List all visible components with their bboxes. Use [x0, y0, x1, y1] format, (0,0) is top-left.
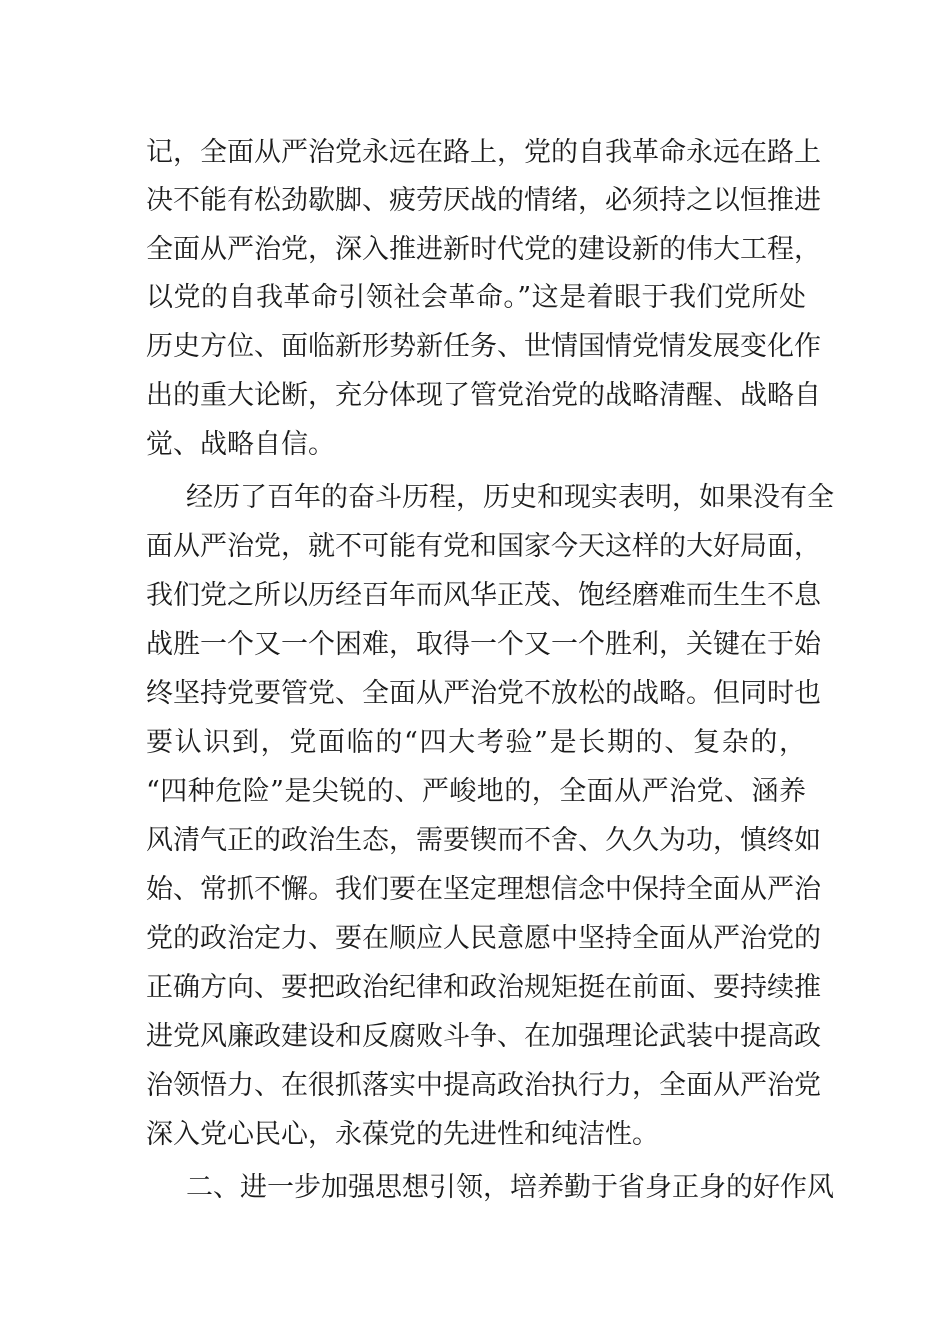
paragraph-line: 记，全面从严治党永远在路上，党的自我革命永远在路上 — [146, 137, 821, 168]
section-heading: 二、进一步加强思想引领，培养勤于省身正身的好作风 — [186, 1172, 834, 1203]
paragraph-line: 全面从严治党，深入推进新时代党的建设新的伟大工程， — [146, 234, 821, 265]
paragraph-line: 面从严治党，就不可能有党和国家今天这样的大好局面， — [146, 531, 821, 562]
paragraph-line: “四种危险”是尖锐的、严峻地的，全面从严治党、涵养 — [146, 776, 806, 807]
paragraph-first-line: 经历了百年的奋斗历程，历史和现实表明，如果没有全 — [186, 482, 834, 513]
paragraph-line: 以党的自我革命引领社会革命。”这是着眼于我们党所处 — [146, 282, 806, 313]
paragraph-line: 党的政治定力、要在顺应人民意愿中坚持全面从严治党的 — [146, 923, 821, 954]
paragraph-line: 出的重大论断，充分体现了管党治党的战略清醒、战略自 — [146, 380, 821, 411]
paragraph-line: 进党风廉政建设和反腐败斗争、在加强理论武装中提高政 — [146, 1021, 821, 1052]
paragraph-line: 要认识到，党面临的“四大考验”是长期的、复杂的， — [146, 727, 806, 758]
paragraph-line: 觉、战略自信。 — [146, 429, 335, 460]
paragraph-line: 历史方位、面临新形势新任务、世情国情党情发展变化作 — [146, 331, 821, 362]
paragraph-line: 终坚持党要管党、全面从严治党不放松的战略。但同时也 — [146, 678, 821, 709]
paragraph-line: 始、常抓不懈。我们要在坚定理想信念中保持全面从严治 — [146, 874, 821, 905]
paragraph-line: 治领悟力、在很抓落实中提高政治执行力，全面从严治党 — [146, 1070, 821, 1101]
paragraph-line: 风清气正的政治生态，需要锲而不舍、久久为功，慎终如 — [146, 825, 821, 856]
paragraph-line: 深入党心民心，永葆党的先进性和纯洁性。 — [146, 1119, 659, 1150]
paragraph-line: 决不能有松劲歇脚、疲劳厌战的情绪，必须持之以恒推进 — [146, 185, 821, 216]
paragraph-line: 战胜一个又一个困难，取得一个又一个胜利，关键在于始 — [146, 629, 821, 660]
paragraph-line: 正确方向、要把政治纪律和政治规矩挺在前面、要持续推 — [146, 972, 821, 1003]
paragraph-line: 我们党之所以历经百年而风华正茂、饱经磨难而生生不息 — [146, 580, 821, 611]
